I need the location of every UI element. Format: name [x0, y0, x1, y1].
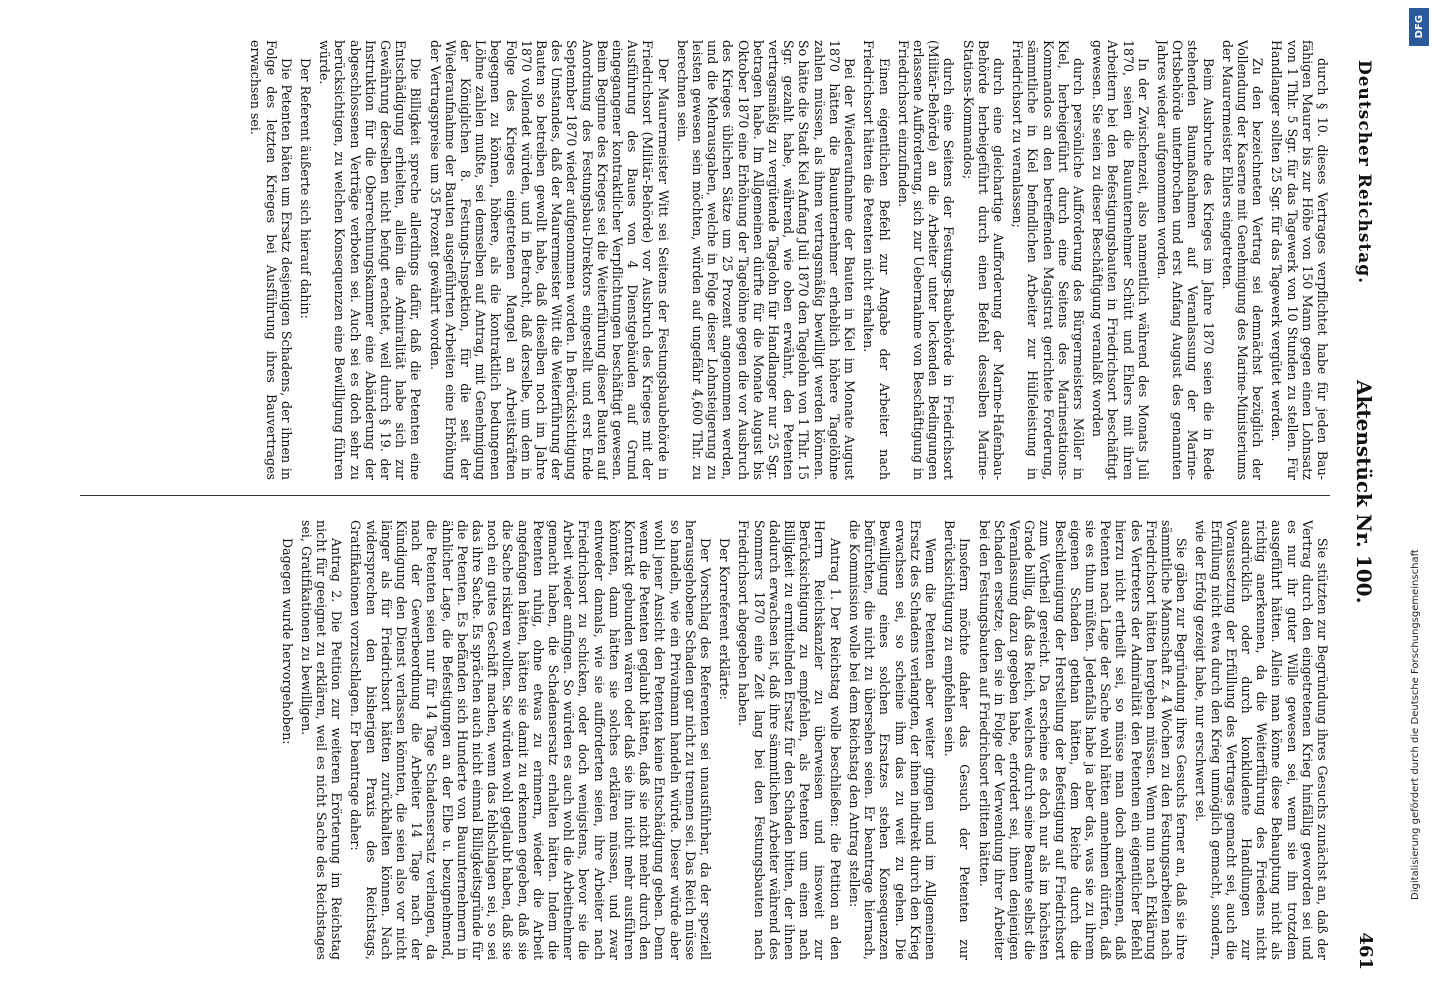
paragraph: durch § 10. dieses Vertrages verpflichtet habe für jeden Bau-fähigen Maurer bis zur Höhe von 150 Mann gegen einen Lohnsatz von 1 Thlr. 5 Sgr. für das Tagewerk von 10 Stunden zu stellen. Für Handlanger sollten 25 Sgr. für das Tagewerk vergütet werden. [1269, 40, 1330, 480]
page-number: 461 [1355, 932, 1376, 970]
paragraph: Insofern möchte daher das Gesuch der Petenten zur Berücksichtigung zu empfehlen sein. [942, 520, 973, 960]
digitization-credit: Digitalisierung gefördert durch die Deutsche Forschungsgemeinschaft [1410, 549, 1421, 900]
dfg-logo [1409, 8, 1429, 46]
paragraph: Der Vorschlag des Referenten sei unausführbar, da der speziell herausgehobene Schaden gar nicht zu trennen sei. Das Reich müsse so handeln, wie ein Privatmann handeln würde. Dieser würde aber wohl jener Ansicht den Petenten keine Entschädigung geben. Denn wenn die Petenten geglaubt hätten, daß sie nicht mehr durch den Kontrakt gebunden wären oder daß sie ihn nicht mehr ausführen könnten, dann hätten sie solches erklären müssen, und zwar entweder damals, wie sie aufforderten seien, ihre Arbeiter nach Friedrichsort zu schicken, oder doch wenigstens, bevor sie die Arbeit wieder anfingen. So würden es auch wohl die Arbeitnehmer gemacht haben, die Schadensersatz erhalten hätten. Indem die Petenten ruhig, ohne etwas zu erinnern, wieder die Arbeit angefangen hätten, hätten sie damit zu erkennen gegeben, daß sie die Sache riskiren wollten. Sie würden wohl geglaubt haben, daß sie noch ein gutes Geschäft machen, wenn das fehlschlagen sei, so sei das ihre Sache. Es sprächen auch nicht einmal Billigkeitsgründe für die Petenten. Es befänden sich Hunderte von Bauunternehmern in ähnlicher Lage, die Befestigungen an der Elbe u. bezugnehmend, die Petenten seien nur für 14 Tage Schadensersatz verlangen, da nach der Gewerbeordnung die Arbeiter 14 Tage nach der Kündigung den Dienst verlassen könnten, die seien also vor nicht länger als für Friedrichsort hätten zurückhalten können. Nach widersprechen den bisherigen Praxis des Reichstags, Gratifikationen vorzuschlagen. Er beantrage daher: [348, 520, 714, 960]
paragraph: Antrag 2. Die Petition zur weiteren Erörterung im Reichstag nicht für geeignet zu erklären, weil es nicht Sache des Reichstages sei, Gratifikationen zu bewilligen. [298, 520, 345, 960]
paragraph: Der Referent äußerte sich hierauf dahin: [298, 58, 313, 319]
dfg-logo-text: DFG [1413, 15, 1425, 39]
paragraph: In der Zwischenzeit, also namentlich während des Monats Juli 1870, seien die Bauunternehmer Schütt und Ehlers mit ihren Arbeitern bei den Befestigungsbauten in Friedrichsort beschäftigt gewesen. Sie seien zu dieser Beschäftigung veranlaßt worden [1090, 40, 1151, 480]
paragraph: Sie stützten zur Begründung ihres Gesuchs zunächst an, daß der Vertrag durch den eingetretenen Krieg hinfällig geworden sei und es nur ihr guter Wille gewesen sei, wenn sie ihn trotzdem ausgeführt hätten. Allein man könne diese Behauptung nicht als richtig anerkennen, da die Weiterführung des Friedens nicht ausdrücklich oder durch konkludente Handlungen zur Voraussetzung der Erfüllung des Vertrages gemacht sei, auch die Erfüllung nicht etwa durch den Krieg unmöglich gemacht, sondern, wie der Erfolg gezeigt habe, nur erschwert sei. [1193, 520, 1330, 960]
paragraph: durch eine gleichartige Aufforderung der Marine-Hafenbau-Behörde herbeigeführt durch einen Befehl desselben Marine-Stations-Kommandos; [960, 40, 1006, 480]
paragraph: durch persönliche Aufforderung des Bürgermeisters Möller in Kiel, herbeigeführt durch eine Seitens des Marinestations-Kommandos an den betreffenden Magistrat gerichtete Forderung, sämmtliche in Kiel befindlichen Arbeiter zur Hülfeleistung in Friedrichsort zu veranlassen; [1010, 40, 1086, 480]
paragraph: Antrag 1. Der Reichstag wolle beschließen: die Petition an den Herrn Reichskanzler zu überweisen und insoweit zur Berücksichtigung zu empfehlen, als Petenten um einen nach Billigkeit zu ermittelnden Ersatz für den Schaden bitten, der ihnen dadurch erwachsen ist, daß ihre sämmtlichen Arbeiter während des Sommers 1870 eine Zeit lang bei den Festungsbauten nach Friedrichsort abgegeben haben. [736, 520, 843, 960]
right-column [70, 520, 1330, 960]
paragraph: Zu den bezeichneten Vertrag sei demnächst bezüglich der Vollendung der Kaserne mit Genehmigung des Marine-Ministeriums der Maurermeister Ehlers eingetreten. [1219, 40, 1266, 480]
page-header [1340, 20, 1380, 980]
paragraph: Sie gäben zur Begründung ihres Gesuchs ferner an, daß sie ihre sämmtliche Mannschaft z. 4 Wochen zu den Festungsarbeiten nach Friedrichsort hätten hergeben müssen. Wenn nun nach Erklärung des Vertreters der Admiralität den Petenten ein eigentlicher Befehl hierzu nicht ertheilt sei, so müsse man doch anerkennen, daß Petenten nach Lage der Sache wohl hätten annehmen dürfen, daß sie es thun müßten. Jedenfalls habe ja aber das, was sie zu ihrem eigenen Schaden gethan hätten, dem Reiche durch die Beschleunigung der Herstellung der Befestigung auf Friedrichsort zum Vortheil gereicht. Da erscheine es doch nur als im höchsten Grade billig, daß das Reich, welches durch seine Beamte selbst die Veranlassung dazu gegeben habe, erfordert sei, ihnen denjenigen Schaden ersetze, den sie in Folge der Verwendung ihrer Arbeiter bei den Festungsbauten auf Friedrichsort erlitten hätten. [976, 520, 1190, 960]
paragraph: Wenn die Petenten aber weiter gingen und im Allgemeinen Ersatz des Schadens verlangten, der ihnen indirekt durch den Krieg erwachsen sei, so scheine ihm das zu weit zu gehen. Die Bewilligung eines solchen Ersatzes stehen Konsequenzen befürchten, die nicht zu übersehen seien. Er beantrage hiernach, die Kommission wolle bei dem Reichstag den Antrag stellen: [846, 520, 938, 960]
running-head-left: Deutscher Reichstag. [1354, 60, 1374, 285]
paragraph: Der Korreferent erklärte: [717, 538, 733, 700]
left-column [70, 40, 1330, 480]
paragraph: Bei der Wiederaufnahme der Bauten in Kiel im Monate August 1870 hätten die Bauunternehmer erheblich höhere Tagelöhne zahlen müssen, als ihnen vertragsmäßig bewilligt werden können. So hätte die Stadt Kiel Anfang Juli 1870 den Tagelohn von 1 Thlr. 15 Sgr. gezahlt habe, während, wie oben erwähnt, den Petenten vertragsmäßig zu vergütende Tagelohn für Handlanger nur 25 Sgr. betragen habe. Im Allgemeinen dürfte für die Monate August bis Oktober 1870 eine Erhöhung der Tagelöhne gegen die vor Ausbruch des Krieges üblichen Sätze um 25 Prozent angenommen werden, und die Mehrausgaben, welche in Folge dieser Lohnsteigerung zu leisten gewesen sein möchten, würden auf ungefähr 4,600 Thlr. zu berechnen sein. [674, 40, 858, 480]
paragraph: Die Billigkeit spreche allerdings dafür, daß die Petenten eine Entschädigung erhielten, allein die Admiralität habe sich zur Gewährung derselben nicht befugt erachtet, weil durch § 19. der Instruktion für die Oberrechnungskammer eine Abänderung der abgeschlossenen Verträge verboten sei. Auch sei es doch sehr zu berücksichtigen, zu welchen Konsequenzen eine Bewilligung führen würde. [317, 40, 424, 480]
paragraph: Der Maurermeister Witt sei Seitens der Festungsbaubehörde in Friedrichsort (Militär-Behörde) vor Ausbruch des Krieges mit der Ausführung des Baues von 4 Dienstgebäuden auf Grund eingegangener kontraktlicher Verpflichtungen beschäftigt gewesen. Beim Beginne des Krieges sei die Weiterführung dieser Bauten auf Anordnung des Festungsbau-Direktors eingestellt und erst Ende September 1870 wieder aufgenommen worden. In Berücksichtigung des Umstandes, daß der Maurermeister Witt die Weiterführung der Bauten so betreiben gewollt habe, daß dieselben noch im Jahre 1870 vollendet würden, und in Betracht, daß derselbe, um dem in Folge des Krieges eingetretenen Mangel an Arbeitskräften begegnen zu können, höhere, als die kontraktlich bedungenen Löhne zahlen mußte, sei demselben auf Antrag, mit Genehmigung der Königlichen 8. Festungs-Inspektion, für die seit der Wiederaufnahme der Bauten ausgeführten Arbeiten eine Erhöhung der Vertragspreise um 35 Prozent gewährt worden. [427, 40, 671, 480]
paragraph: durch eine Seitens der Festungs-Baubehörde in Friedrichsort (Militär-Behörde) an die Arbeiter unter lockenden Bedingungen erlassene Aufforderung, sich zur Uebernahme von Beschäftigung in Friedrichsort einzufinden. [895, 40, 957, 480]
document-page [50, 20, 1380, 980]
paragraph: Dagegen wurde hervorgehoben: [279, 538, 295, 745]
paragraph: Beim Ausbruche des Krieges im Jahre 1870 seien die in Rede stehenden Baumaßnahmen auf Veranlassung der Marine-Ortsbehörde unterbrochen und erst Anfang August des genannten Jahres wieder aufgenommen worden. [1154, 40, 1216, 480]
column-divider [80, 495, 1330, 496]
paragraph: Einen eigentlichen Befehl zur Angabe der Arbeiter nach Friedrichsort hätten die Petenten nicht erhalten. [861, 40, 892, 480]
paragraph: Die Petenten bäten um Ersatz desjenigen Schadens, der ihnen in Folge des letzten Krieges bei Ausführung ihres Bauvertrages erwachsen sei. [248, 40, 294, 480]
running-head-center: Aktenstück Nr. 100. [1352, 380, 1376, 604]
